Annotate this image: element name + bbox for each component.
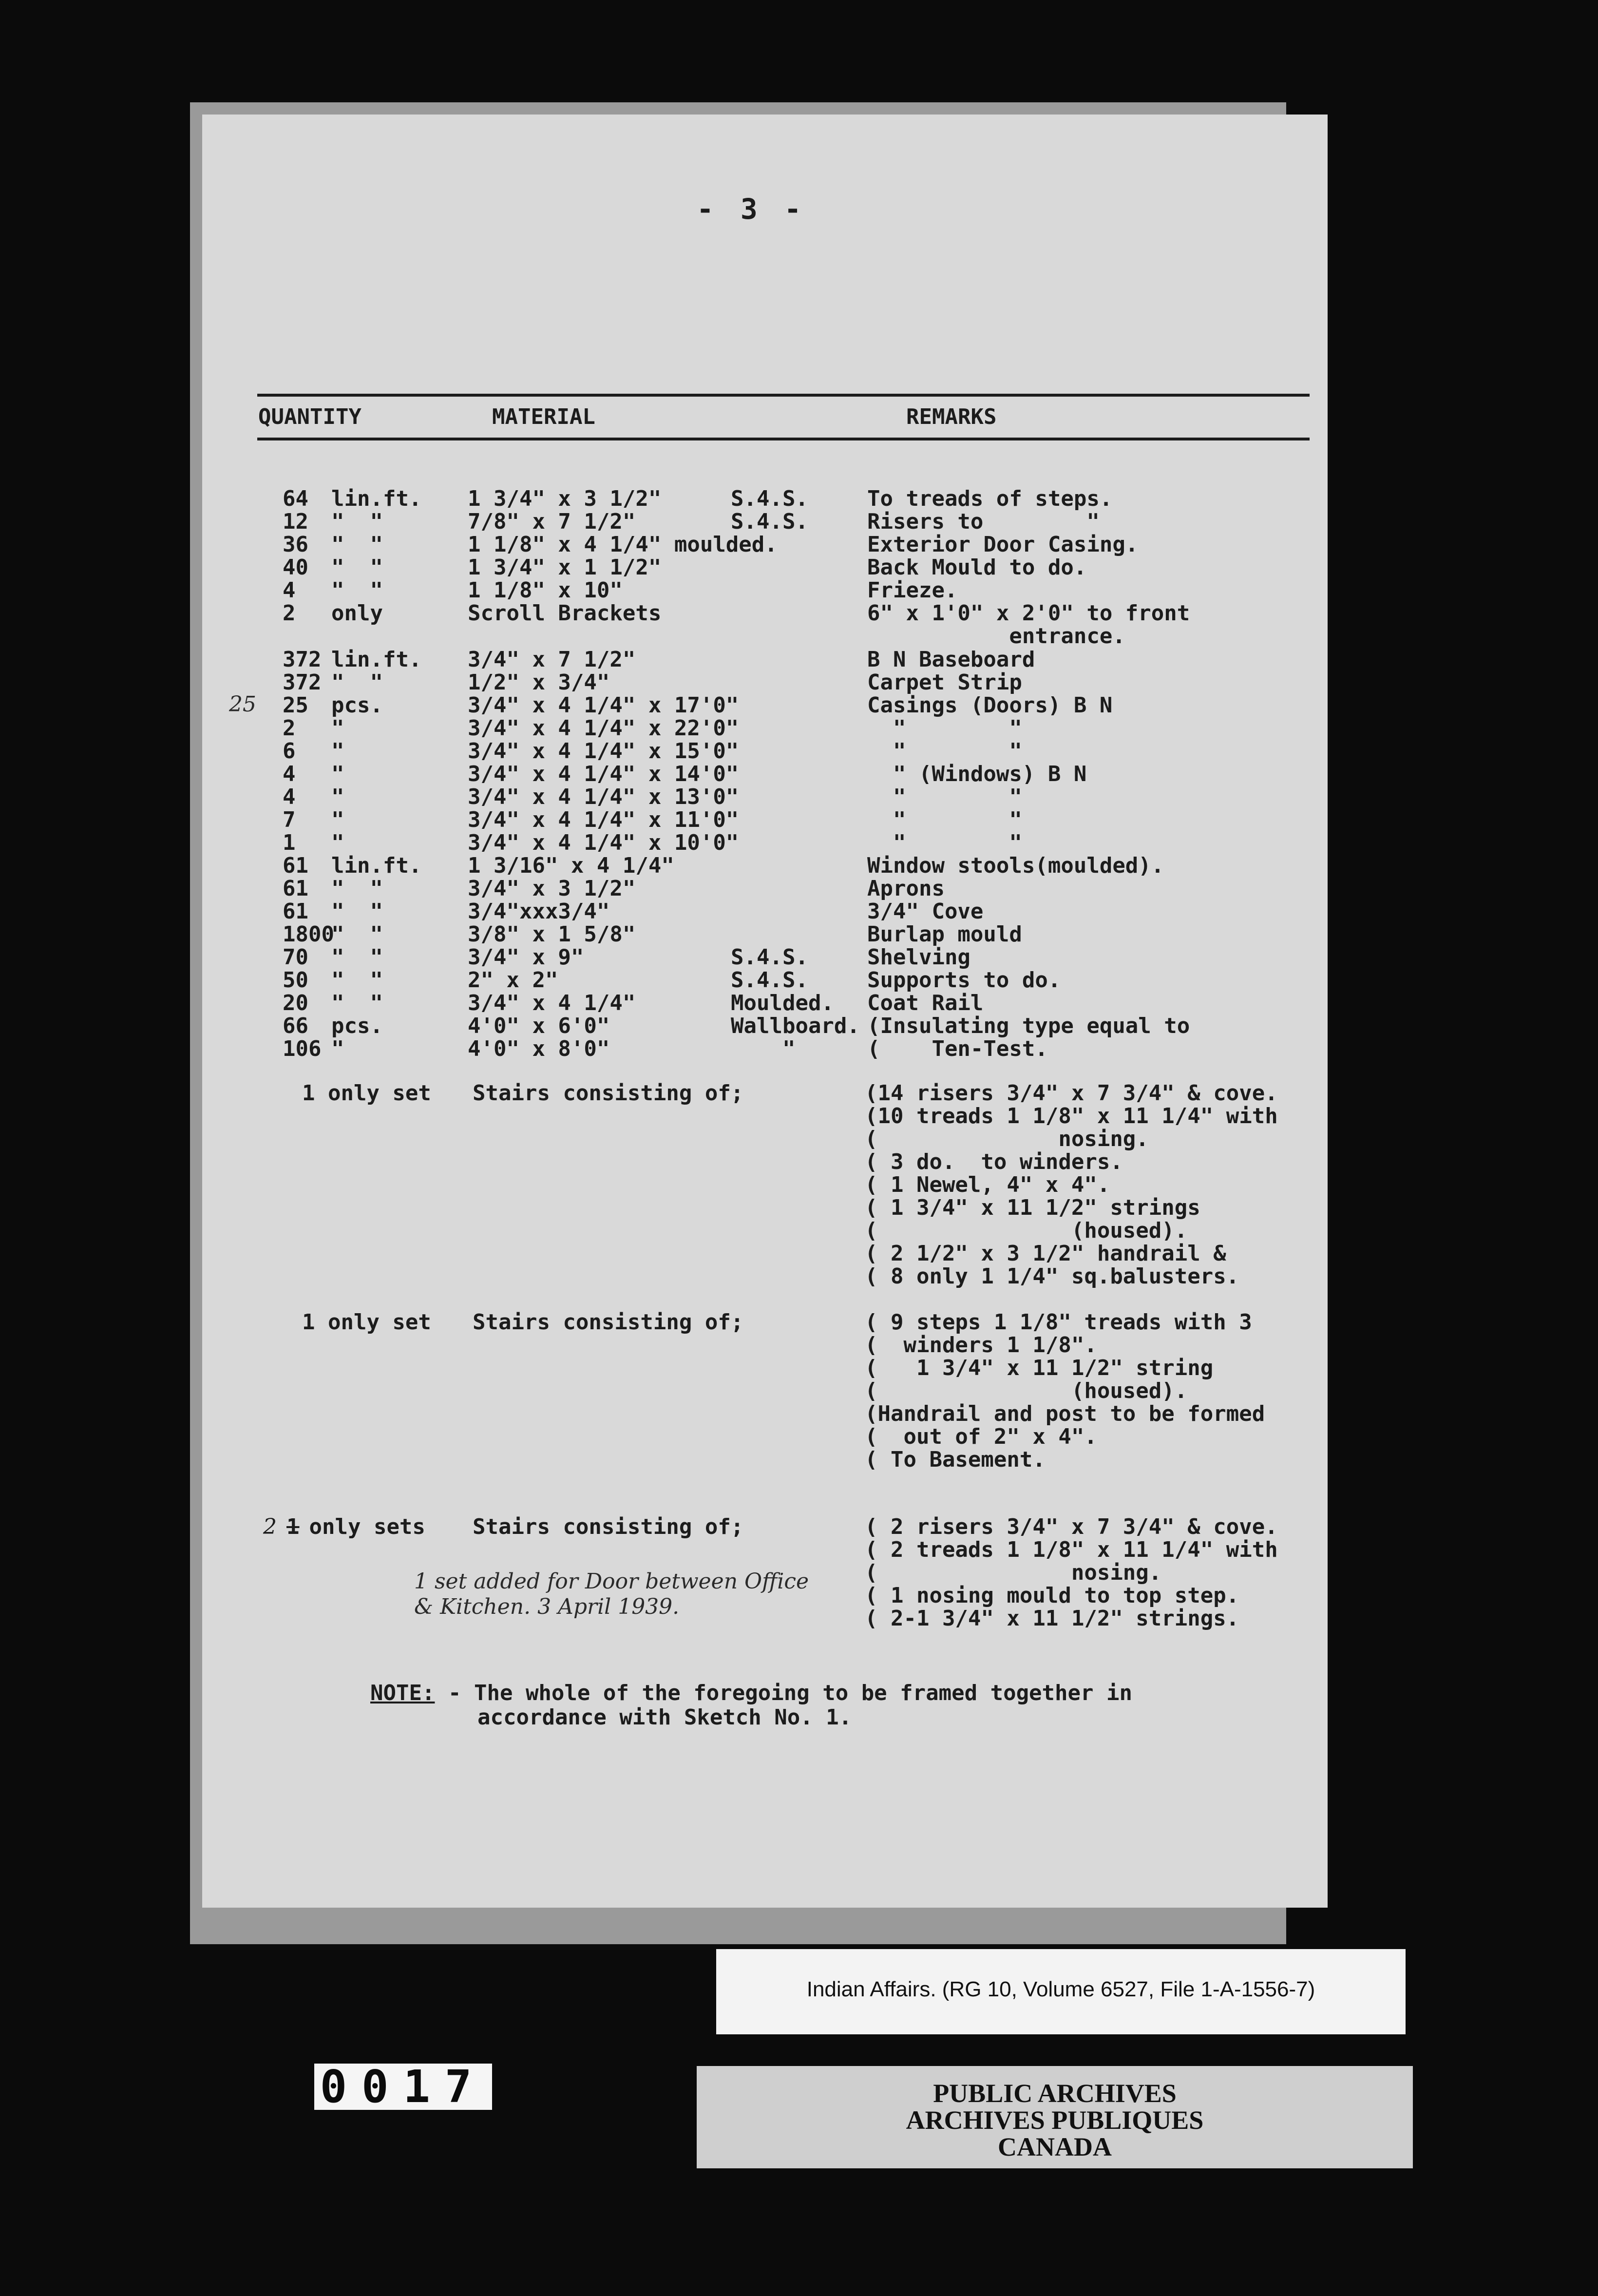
cell-material: Scroll Brackets [468,601,662,626]
cell-material: 1 1/8" x 4 1/4" moulded. [468,532,778,557]
header-quantity: QUANTITY [258,404,361,429]
cell-remarks: Exterior Door Casing. [867,532,1139,557]
table-row [0,717,1598,740]
stairs-spec-line: (10 treads 1 1/8" x 11 1/4" with [865,1104,1278,1129]
cell-remarks: 3/4" Cove [867,899,984,924]
cell-quantity: 372 [283,670,322,695]
cell-material: 3/4"xxx3/4" [468,899,610,924]
archive-reference-text: Indian Affairs. (RG 10, Volume 6527, File 1-A-1556-7) [806,1977,1315,2001]
stairs-qty-struck: 1 [286,1514,300,1539]
cell-remarks: " " [867,716,1022,741]
cell-remarks: Coat Rail [867,991,984,1015]
cell-material: 3/4" x 4 1/4" x 11'0" [468,807,739,832]
table-row [0,900,1598,923]
stairs-spec-line: ( 2 treads 1 1/8" x 11 1/4" with [865,1537,1278,1562]
stairs-spec-line: ( 2-1 3/4" x 11 1/2" strings. [865,1606,1239,1631]
cell-remarks: Supports to do. [867,968,1061,993]
cell-quantity: 2 [283,716,296,741]
cell-material: 7/8" x 7 1/2" [468,509,636,534]
stairs-spec-line: ( (housed). [865,1218,1188,1243]
cell-quantity: 4 [283,784,296,809]
cell-remarks: Aprons [867,876,945,901]
cell-unit: " " [331,555,383,580]
cell-spec: S.4.S. [731,486,808,511]
cell-quantity: 1800 [283,922,334,947]
cell-quantity: 4 [283,578,296,603]
cell-quantity: 12 [283,509,308,534]
cell-material: 3/4" x 4 1/4" x 22'0" [468,716,739,741]
cell-material: 2" x 2" [468,968,558,993]
cell-remarks: " " [867,784,1022,809]
cell-quantity: 372 [283,647,322,672]
cell-material: 4'0" x 8'0" [468,1036,610,1061]
stairs-spec-line: ( 9 steps 1 1/8" treads with 3 [865,1310,1252,1335]
cell-remarks: Back Mould to do. [867,555,1087,580]
cell-spec: " [731,1036,796,1061]
stairs-spec-line: ( 2 risers 3/4" x 7 3/4" & cove. [865,1514,1278,1539]
cell-remarks: " (Windows) B N [867,762,1087,786]
table-row [0,969,1598,992]
table-row [0,648,1598,671]
cell-material: 1 3/4" x 1 1/2" [468,555,662,580]
margin-quantity-note: 25 [229,692,256,717]
table-row [0,831,1598,855]
stairs-spec-line: (Handrail and post to be formed [865,1401,1265,1426]
archives-stamp-line3: CANADA [998,2132,1112,2162]
handwritten-note-line1: 1 set added for Door between Office [414,1569,809,1594]
cell-quantity: 4 [283,762,296,786]
stairs-spec-line: ( 2 1/2" x 3 1/2" handrail & [865,1241,1226,1266]
cell-unit: " [331,830,344,855]
cell-remarks: Burlap mould [867,922,1022,947]
cell-remarks: To treads of steps. [867,486,1113,511]
cell-unit: " " [331,578,383,603]
stairs-spec-line: ( 1 3/4" x 11 1/2" string [865,1356,1214,1380]
table-row [0,740,1598,763]
cell-unit: lin.ft. [331,853,422,878]
stairs-spec-line: ( nosing. [865,1560,1162,1585]
cell-remarks: entrance. [867,624,1125,649]
cell-quantity: 61 [283,876,308,901]
table-row [0,1037,1598,1061]
page-number: - 3 - [697,192,806,226]
stairs-qty-value: 2 [263,1514,277,1539]
stairs-quantity: 1 only set [302,1310,431,1335]
table-row [0,877,1598,900]
cell-unit: " " [331,670,383,695]
table-row [0,763,1598,786]
stairs-spec-line: ( nosing. [865,1127,1149,1151]
cell-unit: " " [331,968,383,993]
stairs-quantity: 1 only set [302,1081,431,1106]
cell-quantity: 7 [283,807,296,832]
note-text-line2: accordance with Sketch No. 1. [477,1705,852,1730]
header-rule-top [257,394,1310,397]
cell-material: 4'0" x 6'0" [468,1014,610,1038]
cell-quantity: 50 [283,968,308,993]
cell-material: 3/4" x 4 1/4" x 13'0" [468,784,739,809]
stairs-description: Stairs consisting of; [473,1310,744,1335]
cell-remarks: Window stools(moulded). [867,853,1164,878]
table-row [0,946,1598,969]
cell-material: 3/4" x 4 1/4" x 15'0" [468,739,739,764]
stairs-spec-line: ( 1 nosing mould to top step. [865,1583,1239,1608]
table-row [0,487,1598,511]
archive-reference-label [716,1949,1406,2034]
cell-material: 1/2" x 3/4" [468,670,610,695]
stairs-quantity [263,1515,425,1539]
cell-remarks: Shelving [867,945,970,970]
cell-unit: pcs. [331,1014,383,1038]
cell-remarks: " " [867,807,1022,832]
table-row [0,602,1598,625]
cell-spec: Moulded. [731,991,834,1015]
cell-material: 3/4" x 4 1/4" x 14'0" [468,762,739,786]
cell-quantity: 64 [283,486,308,511]
table-row [0,808,1598,832]
cell-quantity: 70 [283,945,308,970]
cell-unit: " " [331,532,383,557]
cell-material: 1 3/16" x 4 1/4" [468,853,674,878]
cell-remarks: Carpet Strip [867,670,1022,695]
table-row [0,785,1598,809]
archives-stamp [697,2066,1413,2168]
cell-quantity: 20 [283,991,308,1015]
cell-material: 3/4" x 4 1/4" x 17'0" [468,693,739,718]
table-row [0,556,1598,579]
cell-unit: " " [331,991,383,1015]
handwritten-note-line2: & Kitchen. 3 April 1939. [414,1594,680,1619]
cell-spec: S.4.S. [731,509,808,534]
cell-material: 3/4" x 7 1/2" [468,647,636,672]
table-row [0,992,1598,1015]
archives-stamp-line1: PUBLIC ARCHIVES [933,2079,1177,2108]
stairs-description: Stairs consisting of; [473,1514,744,1539]
cell-material: 1 3/4" x 3 1/2" [468,486,662,511]
cell-quantity: 40 [283,555,308,580]
cell-material: 3/4" x 4 1/4" [468,991,636,1015]
cell-unit: " [331,784,344,809]
stairs-spec-line: ( out of 2" x 4". [865,1424,1097,1449]
stairs-spec-line: (14 risers 3/4" x 7 3/4" & cove. [865,1081,1278,1106]
stairs-spec-line: ( 1 Newel, 4" x 4". [865,1172,1110,1197]
header-material: MATERIAL [492,404,595,429]
header-rule-bottom [257,438,1310,440]
table-row [0,671,1598,694]
cell-quantity: 61 [283,853,308,878]
cell-quantity: 106 [283,1036,322,1061]
cell-unit: " " [331,922,383,947]
cell-remarks: (Insulating type equal to [867,1014,1190,1038]
cell-spec: S.4.S. [731,945,808,970]
cell-remarks: Frieze. [867,578,958,603]
stairs-spec-line: ( To Basement. [865,1447,1046,1472]
cell-quantity: 66 [283,1014,308,1038]
cell-unit: " [331,739,344,764]
cell-unit: " [331,716,344,741]
cell-quantity: 25 [283,693,308,718]
cell-unit: " " [331,876,383,901]
cell-remarks: Casings (Doors) B N [867,693,1113,718]
table-row [0,923,1598,946]
header-remarks: REMARKS [906,404,997,429]
cell-material: 1 1/8" x 10" [468,578,623,603]
stairs-spec-line: ( 3 do. to winders. [865,1149,1123,1174]
cell-quantity: 1 [283,830,296,855]
cell-material: 3/4" x 3 1/2" [468,876,636,901]
cell-unit: " " [331,945,383,970]
table-row [0,510,1598,534]
stairs-spec-line: ( (housed). [865,1378,1188,1403]
table-row [0,533,1598,556]
cell-unit: lin.ft. [331,486,422,511]
cell-quantity: 6 [283,739,296,764]
cell-remarks: B N Baseboard [867,647,1035,672]
note-label: NOTE: [370,1681,435,1705]
cell-material: 3/4" x 9" [468,945,584,970]
cell-quantity: 36 [283,532,308,557]
stairs-spec-line: ( 8 only 1 1/4" sq.balusters. [865,1264,1239,1289]
stairs-spec-line: ( winders 1 1/8". [865,1333,1097,1358]
cell-quantity: 2 [283,601,296,626]
cell-material: 3/4" x 4 1/4" x 10'0" [468,830,739,855]
table-row [0,854,1598,878]
cell-material: 3/8" x 1 5/8" [468,922,636,947]
cell-unit: " " [331,899,383,924]
stairs-spec-line: ( 1 3/4" x 11 1/2" strings [865,1195,1200,1220]
cell-remarks: " " [867,830,1022,855]
cell-unit: " [331,762,344,786]
table-row [0,625,1598,648]
cell-unit: pcs. [331,693,383,718]
cell-unit: lin.ft. [331,647,422,672]
cell-unit: " [331,1036,344,1061]
table-row [0,579,1598,602]
stairs-description: Stairs consisting of; [473,1081,744,1106]
archives-stamp-line2: ARCHIVES PUBLIQUES [906,2105,1204,2135]
cell-unit: " " [331,509,383,534]
cell-remarks: Risers to " [867,509,1100,534]
cell-unit: only [331,601,383,626]
cell-spec: S.4.S. [731,968,808,993]
note-text-line1: - The whole of the foregoing to be framed together in [448,1681,1132,1705]
cell-remarks: ( Ten-Test. [867,1036,1048,1061]
stairs-qty-rest: only sets [309,1514,425,1539]
table-row [0,1014,1598,1038]
cell-spec: Wallboard. [731,1014,860,1038]
cell-quantity: 61 [283,899,308,924]
cell-remarks: " " [867,739,1022,764]
cell-remarks: 6" x 1'0" x 2'0" to front [867,601,1190,626]
frame-number: 0017 [314,2064,492,2110]
cell-unit: " [331,807,344,832]
